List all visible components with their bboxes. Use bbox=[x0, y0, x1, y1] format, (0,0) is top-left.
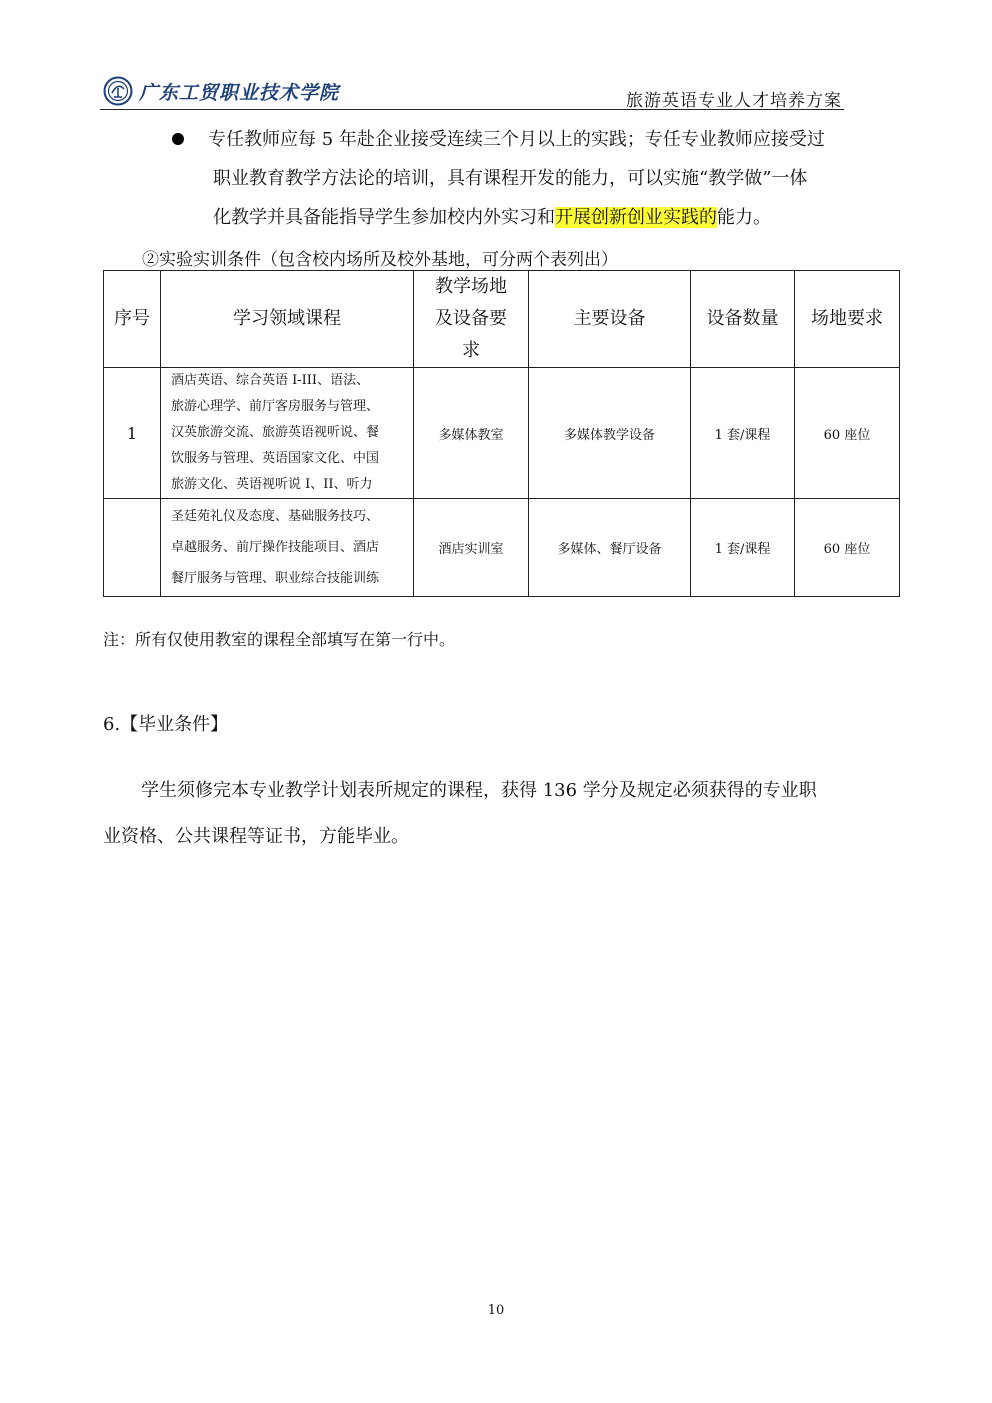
row-equipment: 多媒体、餐厅设备 bbox=[529, 499, 691, 597]
course-line: 餐厅服务与管理、职业综合技能训练 bbox=[171, 571, 380, 586]
row-venue: 酒店实训室 bbox=[414, 499, 529, 597]
bullet-line-1: 专任教师应每 5 年赴企业接受连续三个月以上的实践；专任专业教师应接受过 bbox=[208, 129, 825, 150]
table-header-row bbox=[104, 271, 900, 368]
row-requirement: 60 座位 bbox=[795, 499, 900, 597]
row-requirement: 60 座位 bbox=[795, 368, 900, 499]
course-line: 卓越服务、前厅操作技能项目、酒店 bbox=[171, 540, 380, 555]
course-line: 饮服务与管理、英语国家文化、中国 bbox=[171, 451, 380, 466]
highlighted-text: 开展创新创业实践的 bbox=[555, 207, 717, 228]
header-requirement: 场地要求 bbox=[795, 271, 900, 368]
school-emblem-icon bbox=[103, 76, 133, 106]
row-courses bbox=[161, 499, 414, 597]
header-equipment: 主要设备 bbox=[529, 271, 691, 368]
graduation-paragraph-line-1: 学生须修完本专业教学计划表所规定的课程，获得 136 学分及规定必须获得的专业职 bbox=[141, 780, 817, 801]
bullet-line-3-start: 化教学并具备能指导学生参加校内外实习和 bbox=[213, 207, 555, 228]
course-line: 旅游文化、英语视听说 I、II、听力 bbox=[171, 477, 373, 492]
header-divider bbox=[100, 109, 844, 110]
table-row bbox=[104, 368, 900, 499]
row-quantity: 1 套/课程 bbox=[691, 368, 795, 499]
section-heading: 6.【毕业条件】 bbox=[103, 714, 229, 735]
course-line: 圣廷苑礼仪及态度、基础服务技巧、 bbox=[171, 509, 380, 524]
table-caption: ②实验实训条件（包含校内场所及校外基地，可分两个表列出） bbox=[142, 250, 618, 270]
course-line: 旅游心理学、前厅客房服务与管理、 bbox=[171, 399, 380, 414]
school-logo bbox=[103, 74, 343, 108]
table-row bbox=[104, 499, 900, 597]
row-seq bbox=[104, 499, 161, 597]
facility-table bbox=[103, 270, 900, 597]
document-title: 旅游英语专业人才培养方案 bbox=[626, 91, 842, 111]
course-line: 汉英旅游交流、旅游英语视听说、餐 bbox=[171, 425, 380, 440]
header-venue: 教学场地及设备要求 bbox=[414, 271, 529, 368]
header-courses: 学习领域课程 bbox=[161, 271, 414, 368]
row-equipment: 多媒体教学设备 bbox=[529, 368, 691, 499]
row-courses bbox=[161, 368, 414, 499]
row-venue: 多媒体教室 bbox=[414, 368, 529, 499]
table-note: 注：所有仅使用教室的课程全部填写在第一行中。 bbox=[103, 630, 456, 649]
header-seq: 序号 bbox=[104, 271, 161, 368]
bullet-line-3 bbox=[213, 206, 771, 230]
bullet-icon bbox=[172, 133, 184, 145]
row-seq: 1 bbox=[104, 368, 161, 499]
school-name: 广东工贸职业技术学院 bbox=[139, 81, 340, 104]
bullet-line-3-end: 能力。 bbox=[717, 207, 771, 228]
graduation-paragraph-line-2: 业资格、公共课程等证书，方能毕业。 bbox=[103, 826, 409, 847]
bullet-line-2: 职业教育教学方法论的培训，具有课程开发的能力，可以实施“教学做”一体 bbox=[213, 168, 808, 189]
course-line: 酒店英语、综合英语 I-III、语法、 bbox=[171, 373, 370, 388]
page-number: 10 bbox=[487, 1303, 505, 1318]
row-quantity: 1 套/课程 bbox=[691, 499, 795, 597]
header-quantity: 设备数量 bbox=[691, 271, 795, 368]
